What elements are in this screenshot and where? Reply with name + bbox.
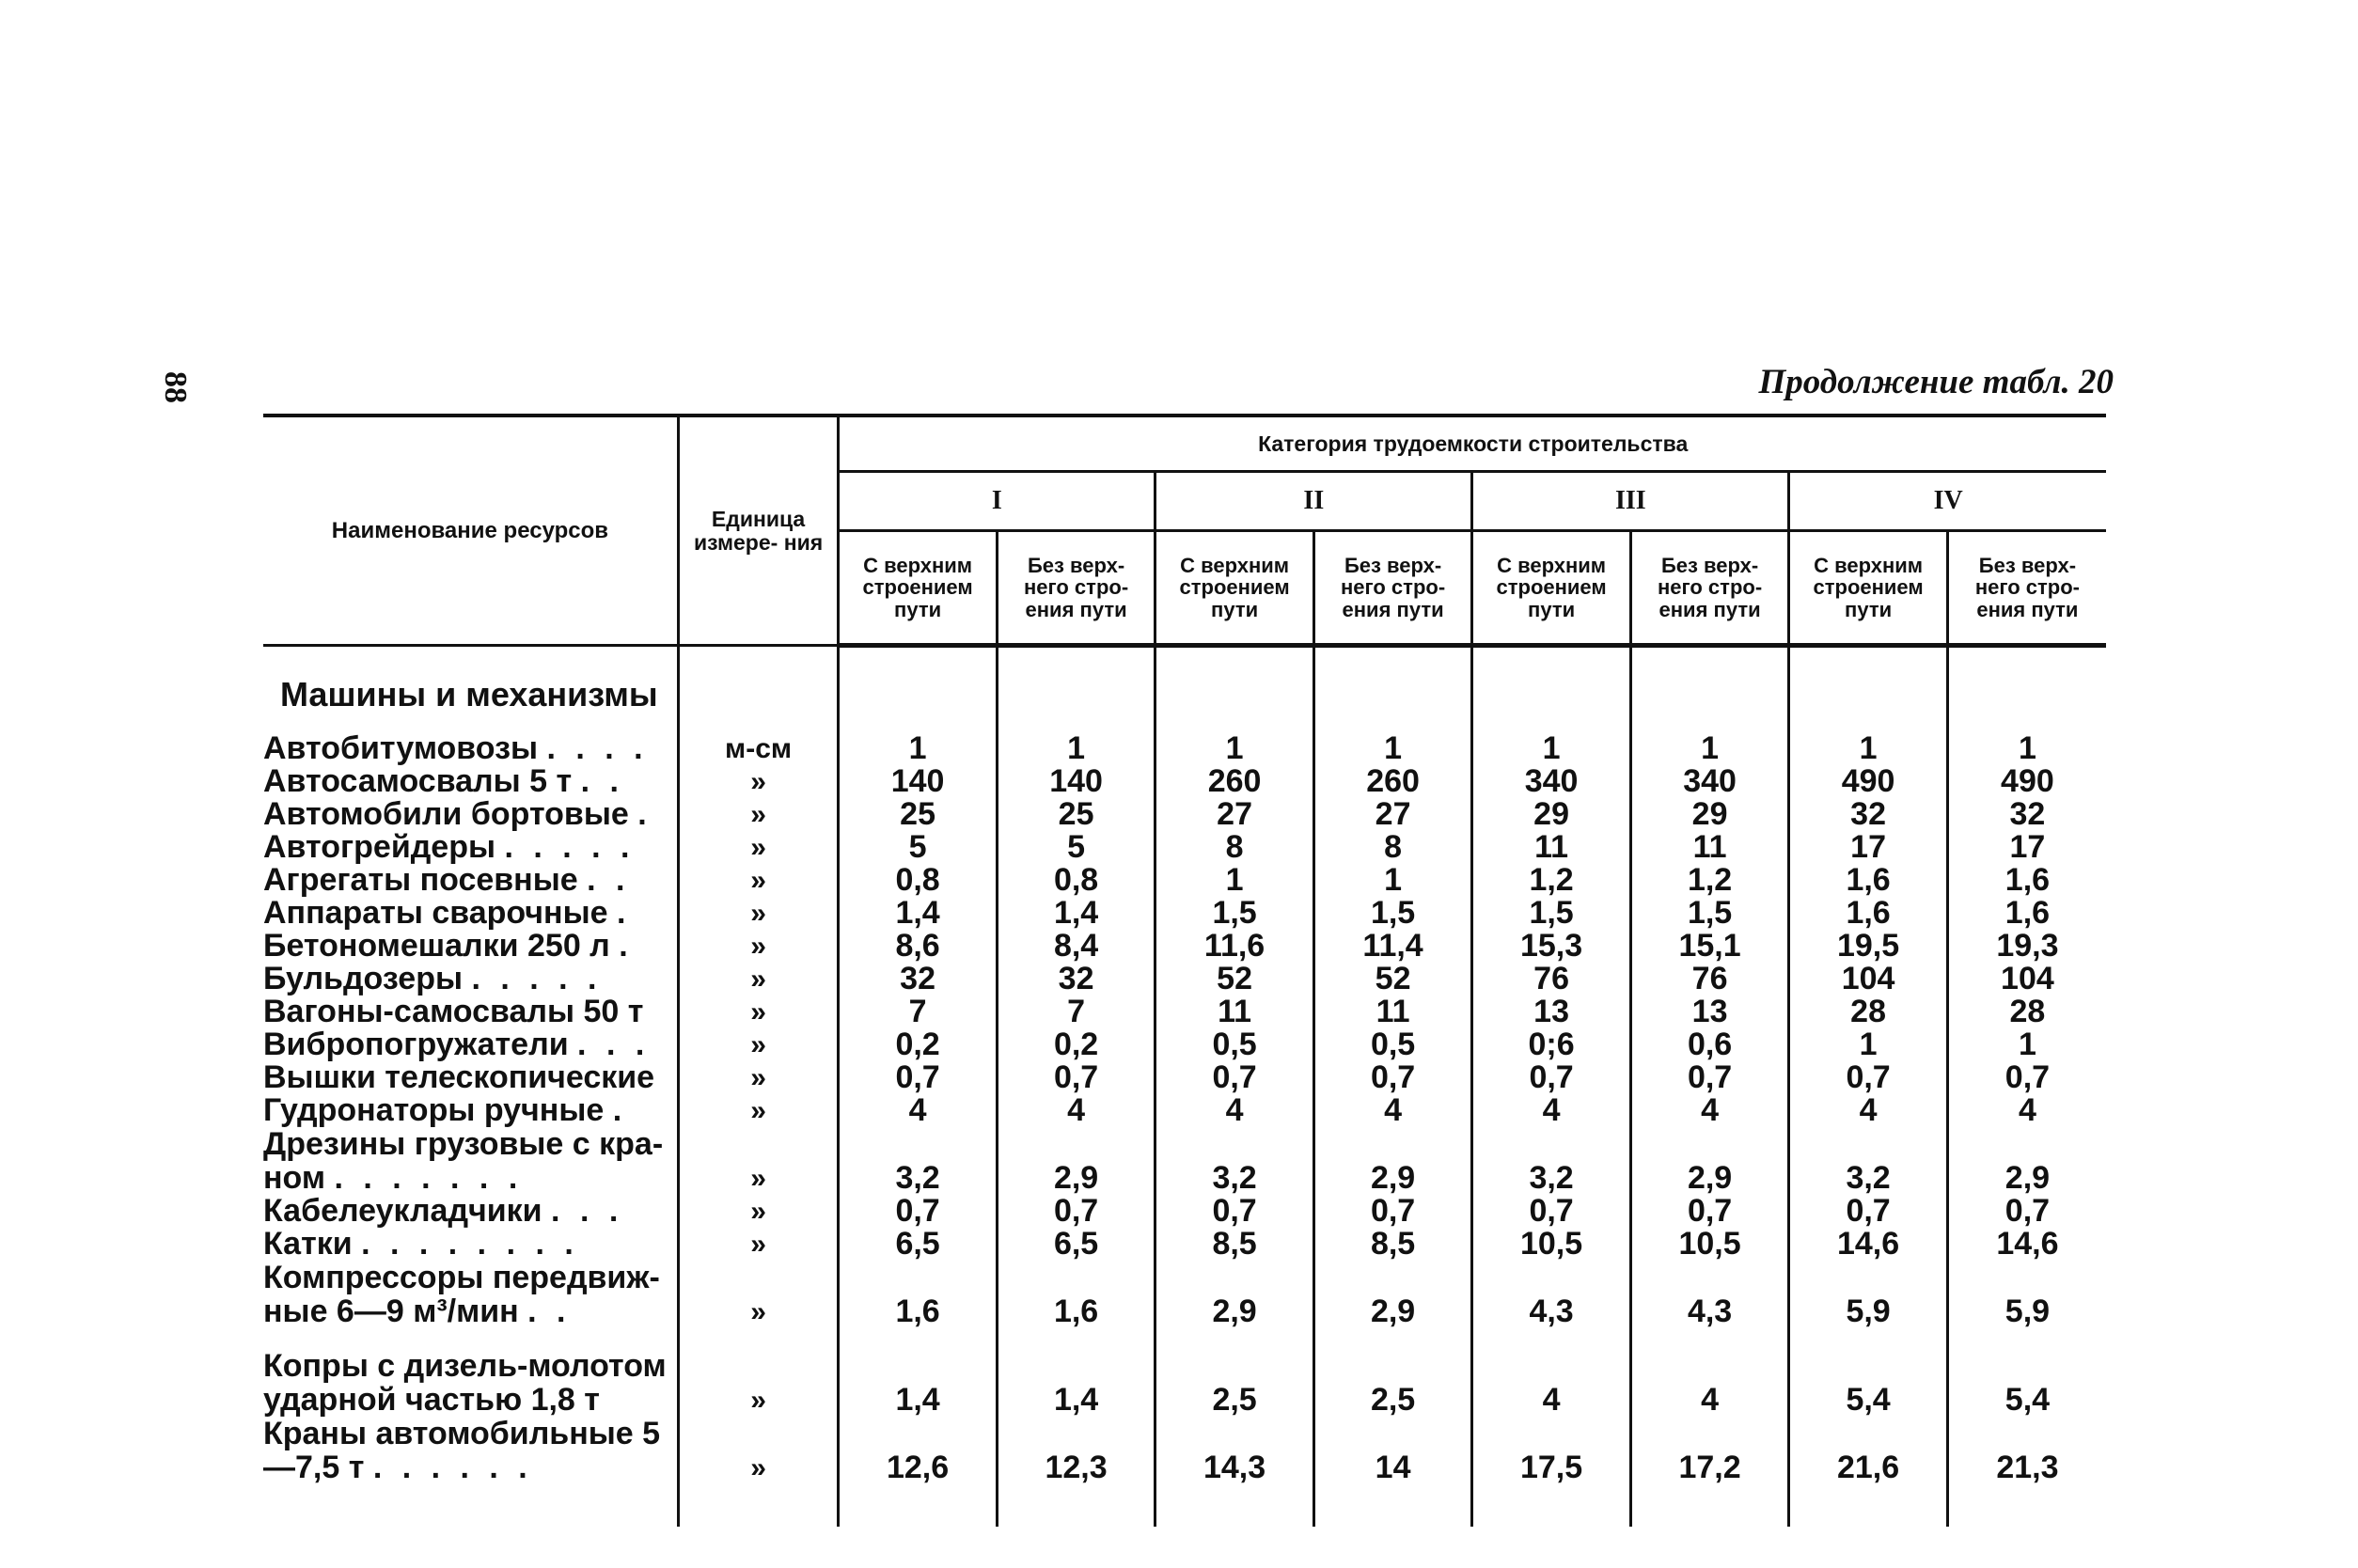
header-with-track: С верхним строением пути bbox=[1472, 531, 1631, 646]
value-cell: 3,2 bbox=[1472, 1127, 1631, 1195]
value-cell: 7 bbox=[839, 996, 998, 1028]
value-cell: 1 bbox=[1313, 732, 1472, 765]
unit-cell: » bbox=[678, 1127, 839, 1195]
value-cell: 12,6 bbox=[839, 1417, 998, 1484]
value-cell: 2,9 bbox=[1155, 1261, 1314, 1328]
value-cell: 340 bbox=[1472, 765, 1631, 798]
leader-dots: . . . bbox=[577, 1028, 651, 1061]
resources-table-container bbox=[263, 414, 2106, 1527]
resource-name: Автомобили бортовые bbox=[263, 798, 629, 831]
value-cell: 29 bbox=[1472, 798, 1631, 831]
table-row bbox=[263, 765, 2106, 798]
value-cell: 1 bbox=[1789, 732, 1948, 765]
value-cell: 1,6 bbox=[1947, 864, 2106, 897]
value-cell: 11 bbox=[1155, 996, 1314, 1028]
value-cell: 4 bbox=[1630, 1094, 1789, 1127]
header-category-3: III bbox=[1472, 472, 1789, 531]
value-cell: 260 bbox=[1313, 765, 1472, 798]
leader-dots: . bbox=[612, 1094, 628, 1127]
leader-dots: . bbox=[637, 798, 652, 831]
value-cell: 4 bbox=[997, 1094, 1155, 1127]
value-cell: 1 bbox=[1313, 864, 1472, 897]
value-cell: 8,5 bbox=[1313, 1228, 1472, 1261]
value-cell: 5 bbox=[839, 831, 998, 864]
header-category: Категория трудоемкости строительства bbox=[839, 416, 2106, 472]
value-cell: 17,5 bbox=[1472, 1417, 1631, 1484]
header-unit: Единица измере- ния bbox=[678, 416, 839, 646]
leader-dots: . bbox=[619, 930, 634, 963]
value-cell: 0,7 bbox=[839, 1195, 998, 1228]
leader-dots: . . . . . . bbox=[372, 1450, 533, 1484]
resource-name: Кабелеукладчики bbox=[263, 1195, 542, 1228]
unit-cell: » bbox=[678, 798, 839, 831]
value-cell: 1,5 bbox=[1630, 897, 1789, 930]
value-cell: 11 bbox=[1472, 831, 1631, 864]
table-row bbox=[263, 897, 2106, 930]
value-cell: 28 bbox=[1947, 996, 2106, 1028]
value-cell: 3,2 bbox=[839, 1127, 998, 1195]
value-cell: 10,5 bbox=[1472, 1228, 1631, 1261]
resource-name-cell bbox=[263, 798, 678, 831]
value-cell: 2,9 bbox=[1947, 1127, 2106, 1195]
value-cell: 76 bbox=[1630, 963, 1789, 996]
value-cell: 0,8 bbox=[997, 864, 1155, 897]
value-cell: 0;6 bbox=[1472, 1028, 1631, 1061]
value-cell: 2,9 bbox=[1313, 1127, 1472, 1195]
value-cell: 104 bbox=[1947, 963, 2106, 996]
unit-cell: » bbox=[678, 864, 839, 897]
table-row bbox=[263, 1094, 2106, 1127]
resource-name-cell bbox=[263, 732, 678, 765]
value-cell: 27 bbox=[1155, 798, 1314, 831]
value-cell: 2,5 bbox=[1155, 1349, 1314, 1417]
value-cell: 1,5 bbox=[1472, 897, 1631, 930]
table-row bbox=[263, 864, 2106, 897]
table-row bbox=[263, 1261, 2106, 1328]
value-cell: 19,5 bbox=[1789, 930, 1948, 963]
value-cell: 1,2 bbox=[1630, 864, 1789, 897]
value-cell: 4 bbox=[1313, 1094, 1472, 1127]
value-cell: 8 bbox=[1155, 831, 1314, 864]
resource-name-cell bbox=[263, 996, 678, 1028]
value-cell: 4,3 bbox=[1630, 1261, 1789, 1328]
header-with-track: С верхним строением пути bbox=[1789, 531, 1948, 646]
value-cell: 5,9 bbox=[1789, 1261, 1948, 1328]
leader-dots: . . . . . . . bbox=[334, 1160, 524, 1195]
resource-name: Копры с дизель-молотом ударной частью 1,8 т bbox=[263, 1349, 667, 1417]
resource-name-cell bbox=[263, 1028, 678, 1061]
value-cell: 14 bbox=[1313, 1417, 1472, 1484]
value-cell: 14,6 bbox=[1947, 1228, 2106, 1261]
resource-name: Компрессоры передвиж- ные 6—9 м³/мин bbox=[263, 1261, 660, 1328]
table-row bbox=[263, 1127, 2106, 1195]
value-cell: 0,7 bbox=[1472, 1195, 1631, 1228]
unit-cell: » bbox=[678, 1061, 839, 1094]
value-cell: 104 bbox=[1789, 963, 1948, 996]
resource-name: Вышки телескопические bbox=[263, 1061, 655, 1094]
resource-name-cell bbox=[263, 1349, 678, 1417]
value-cell: 4 bbox=[1472, 1349, 1631, 1417]
value-cell: 32 bbox=[997, 963, 1155, 996]
unit-cell: » bbox=[678, 930, 839, 963]
resource-name: Агрегаты посевные bbox=[263, 864, 578, 897]
value-cell: 0,7 bbox=[1313, 1061, 1472, 1094]
table-row bbox=[263, 996, 2106, 1028]
resource-name-cell bbox=[263, 1127, 678, 1195]
table-row bbox=[263, 1417, 2106, 1484]
value-cell: 25 bbox=[997, 798, 1155, 831]
value-cell: 17,2 bbox=[1630, 1417, 1789, 1484]
header-without-track: Без верх- него стро- ения пути bbox=[997, 531, 1155, 646]
resources-table bbox=[263, 414, 2106, 1527]
value-cell: 0,6 bbox=[1630, 1028, 1789, 1061]
leader-dots: . . . bbox=[551, 1195, 624, 1228]
unit-cell: м-см bbox=[678, 732, 839, 765]
value-cell: 0,7 bbox=[1789, 1195, 1948, 1228]
value-cell: 5,4 bbox=[1947, 1349, 2106, 1417]
header-without-track: Без верх- него стро- ения пути bbox=[1630, 531, 1789, 646]
value-cell: 1,6 bbox=[997, 1261, 1155, 1328]
value-cell: 29 bbox=[1630, 798, 1789, 831]
leader-dots: . . bbox=[527, 1294, 572, 1328]
resource-name-cell bbox=[263, 1261, 678, 1328]
value-cell: 25 bbox=[839, 798, 998, 831]
table-row bbox=[263, 1195, 2106, 1228]
value-cell: 5,4 bbox=[1789, 1349, 1948, 1417]
resource-name-cell bbox=[263, 765, 678, 798]
value-cell: 76 bbox=[1472, 963, 1631, 996]
leader-dots: . . bbox=[587, 864, 631, 897]
resource-name-cell bbox=[263, 1228, 678, 1261]
value-cell: 2,9 bbox=[997, 1127, 1155, 1195]
unit-cell: » bbox=[678, 1349, 839, 1417]
value-cell: 4 bbox=[1472, 1094, 1631, 1127]
header-category-1: I bbox=[839, 472, 1155, 531]
resource-name-cell bbox=[263, 864, 678, 897]
header-category-2: II bbox=[1155, 472, 1472, 531]
resource-name: Гудронаторы ручные bbox=[263, 1094, 605, 1127]
resource-name-cell bbox=[263, 897, 678, 930]
value-cell: 1,2 bbox=[1472, 864, 1631, 897]
value-cell: 15,3 bbox=[1472, 930, 1631, 963]
value-cell: 12,3 bbox=[997, 1417, 1155, 1484]
unit-cell: » bbox=[678, 963, 839, 996]
value-cell: 0,7 bbox=[1313, 1195, 1472, 1228]
value-cell: 4 bbox=[839, 1094, 998, 1127]
unit-cell: » bbox=[678, 996, 839, 1028]
value-cell: 0,7 bbox=[1155, 1195, 1314, 1228]
value-cell: 1 bbox=[1630, 732, 1789, 765]
value-cell: 1 bbox=[1472, 732, 1631, 765]
table-row bbox=[263, 1349, 2106, 1417]
unit-cell: » bbox=[678, 1228, 839, 1261]
value-cell: 0,5 bbox=[1155, 1028, 1314, 1061]
value-cell: 11 bbox=[1313, 996, 1472, 1028]
value-cell: 11,6 bbox=[1155, 930, 1314, 963]
header-without-track: Без верх- него стро- ения пути bbox=[1947, 531, 2106, 646]
header-without-track: Без верх- него стро- ения пути bbox=[1313, 531, 1472, 646]
leader-dots: . . bbox=[580, 765, 624, 798]
value-cell: 17 bbox=[1789, 831, 1948, 864]
value-cell: 1 bbox=[1155, 864, 1314, 897]
value-cell: 2,5 bbox=[1313, 1349, 1472, 1417]
resource-name: Автосамосвалы 5 т bbox=[263, 765, 573, 798]
table-continuation-label: Продолжение табл. 20 bbox=[1758, 363, 2114, 401]
value-cell: 1,6 bbox=[1789, 897, 1948, 930]
value-cell: 0,2 bbox=[997, 1028, 1155, 1061]
resource-name: Вагоны-самосвалы 50 т bbox=[263, 996, 644, 1028]
table-header bbox=[263, 416, 2106, 646]
table-row bbox=[263, 1028, 2106, 1061]
value-cell: 1 bbox=[1947, 732, 2106, 765]
value-cell: 0,7 bbox=[1630, 1061, 1789, 1094]
value-cell: 1 bbox=[997, 732, 1155, 765]
value-cell: 2,9 bbox=[1313, 1261, 1472, 1328]
value-cell: 8 bbox=[1313, 831, 1472, 864]
unit-cell: » bbox=[678, 765, 839, 798]
value-cell: 1 bbox=[1947, 1028, 2106, 1061]
value-cell: 7 bbox=[997, 996, 1155, 1028]
value-cell: 0,7 bbox=[1472, 1061, 1631, 1094]
leader-dots: . . . . bbox=[546, 732, 649, 765]
value-cell: 4 bbox=[1630, 1349, 1789, 1417]
value-cell: 32 bbox=[839, 963, 998, 996]
value-cell: 10,5 bbox=[1630, 1228, 1789, 1261]
resource-name: Бульдозеры bbox=[263, 963, 464, 996]
value-cell: 6,5 bbox=[839, 1228, 998, 1261]
unit-cell: » bbox=[678, 831, 839, 864]
resource-name: Вибропогружатели bbox=[263, 1028, 569, 1061]
value-cell: 11,4 bbox=[1313, 930, 1472, 963]
resource-name-cell bbox=[263, 963, 678, 996]
value-cell: 0,8 bbox=[839, 864, 998, 897]
leader-dots: . . . . . bbox=[504, 831, 636, 864]
resource-name: Аппараты сварочные bbox=[263, 897, 608, 930]
value-cell: 6,5 bbox=[997, 1228, 1155, 1261]
value-cell: 1,4 bbox=[997, 1349, 1155, 1417]
leader-dots: . . . . . bbox=[471, 963, 603, 996]
resource-name-cell bbox=[263, 1195, 678, 1228]
value-cell: 0,7 bbox=[997, 1061, 1155, 1094]
table-row bbox=[263, 1061, 2106, 1094]
resource-name: Катки bbox=[263, 1228, 353, 1261]
value-cell: 5,9 bbox=[1947, 1261, 2106, 1328]
value-cell: 1,4 bbox=[839, 897, 998, 930]
value-cell: 4 bbox=[1947, 1094, 2106, 1127]
value-cell: 4,3 bbox=[1472, 1261, 1631, 1328]
table-body bbox=[263, 646, 2106, 1528]
value-cell: 8,6 bbox=[839, 930, 998, 963]
value-cell: 4 bbox=[1789, 1094, 1948, 1127]
resource-name: Автобитумовозы bbox=[263, 732, 539, 765]
resource-name-cell bbox=[263, 930, 678, 963]
resource-name-cell bbox=[263, 1417, 678, 1484]
value-cell: 140 bbox=[997, 765, 1155, 798]
value-cell: 2,9 bbox=[1630, 1127, 1789, 1195]
value-cell: 17 bbox=[1947, 831, 2106, 864]
value-cell: 52 bbox=[1313, 963, 1472, 996]
value-cell: 19,3 bbox=[1947, 930, 2106, 963]
resource-name: Автогрейдеры bbox=[263, 831, 496, 864]
value-cell: 140 bbox=[839, 765, 998, 798]
value-cell: 0,7 bbox=[997, 1195, 1155, 1228]
value-cell: 3,2 bbox=[1789, 1127, 1948, 1195]
value-cell: 1 bbox=[839, 732, 998, 765]
value-cell: 0,7 bbox=[1947, 1061, 2106, 1094]
value-cell: 0,7 bbox=[839, 1061, 998, 1094]
value-cell: 5 bbox=[997, 831, 1155, 864]
header-resource-name: Наименование ресурсов bbox=[263, 416, 678, 646]
value-cell: 1,6 bbox=[1947, 897, 2106, 930]
unit-cell: » bbox=[678, 1417, 839, 1484]
header-with-track: С верхним строением пути bbox=[839, 531, 998, 646]
value-cell: 1,5 bbox=[1155, 897, 1314, 930]
unit-cell: » bbox=[678, 1028, 839, 1061]
table-row bbox=[263, 831, 2106, 864]
value-cell: 1,4 bbox=[839, 1349, 998, 1417]
value-cell: 1,6 bbox=[839, 1261, 998, 1328]
value-cell: 490 bbox=[1789, 765, 1948, 798]
value-cell: 0,5 bbox=[1313, 1028, 1472, 1061]
value-cell: 340 bbox=[1630, 765, 1789, 798]
value-cell: 8,5 bbox=[1155, 1228, 1314, 1261]
value-cell: 490 bbox=[1947, 765, 2106, 798]
value-cell: 1,4 bbox=[997, 897, 1155, 930]
section-title: Машины и механизмы bbox=[280, 675, 658, 713]
table-row bbox=[263, 963, 2106, 996]
value-cell: 21,3 bbox=[1947, 1417, 2106, 1484]
value-cell: 1 bbox=[1155, 732, 1314, 765]
table-row bbox=[263, 732, 2106, 765]
value-cell: 1,5 bbox=[1313, 897, 1472, 930]
value-cell: 0,7 bbox=[1155, 1061, 1314, 1094]
value-cell: 8,4 bbox=[997, 930, 1155, 963]
table-row bbox=[263, 1228, 2106, 1261]
value-cell: 4 bbox=[1155, 1094, 1314, 1127]
resource-name: Бетономешалки 250 л bbox=[263, 930, 610, 963]
value-cell: 32 bbox=[1789, 798, 1948, 831]
value-cell: 28 bbox=[1789, 996, 1948, 1028]
table-row bbox=[263, 930, 2106, 963]
unit-cell: » bbox=[678, 1094, 839, 1127]
value-cell: 14,6 bbox=[1789, 1228, 1948, 1261]
resource-name: Дрезины грузовые с кра- ном bbox=[263, 1127, 664, 1195]
value-cell: 0,7 bbox=[1630, 1195, 1789, 1228]
resource-name-cell bbox=[263, 1061, 678, 1094]
header-with-track: С верхним строением пути bbox=[1155, 531, 1314, 646]
value-cell: 15,1 bbox=[1630, 930, 1789, 963]
leader-dots: . bbox=[616, 897, 632, 930]
page-number: 88 bbox=[158, 371, 193, 403]
value-cell: 32 bbox=[1947, 798, 2106, 831]
value-cell: 3,2 bbox=[1155, 1127, 1314, 1195]
value-cell: 0,2 bbox=[839, 1028, 998, 1061]
value-cell: 13 bbox=[1630, 996, 1789, 1028]
value-cell: 1,6 bbox=[1789, 864, 1948, 897]
table-row bbox=[263, 798, 2106, 831]
value-cell: 14,3 bbox=[1155, 1417, 1314, 1484]
value-cell: 1 bbox=[1789, 1028, 1948, 1061]
value-cell: 52 bbox=[1155, 963, 1314, 996]
value-cell: 27 bbox=[1313, 798, 1472, 831]
value-cell: 21,6 bbox=[1789, 1417, 1948, 1484]
resource-name: Краны автомобильные 5—7,5 т bbox=[263, 1417, 661, 1484]
value-cell: 0,7 bbox=[1947, 1195, 2106, 1228]
value-cell: 11 bbox=[1630, 831, 1789, 864]
header-category-4: IV bbox=[1789, 472, 2106, 531]
unit-cell: » bbox=[678, 897, 839, 930]
unit-cell: » bbox=[678, 1195, 839, 1228]
resource-name-cell bbox=[263, 831, 678, 864]
leader-dots: . . . . . . . . bbox=[361, 1228, 579, 1261]
value-cell: 13 bbox=[1472, 996, 1631, 1028]
unit-cell: » bbox=[678, 1261, 839, 1328]
value-cell: 260 bbox=[1155, 765, 1314, 798]
value-cell: 0,7 bbox=[1789, 1061, 1948, 1094]
resource-name-cell bbox=[263, 1094, 678, 1127]
